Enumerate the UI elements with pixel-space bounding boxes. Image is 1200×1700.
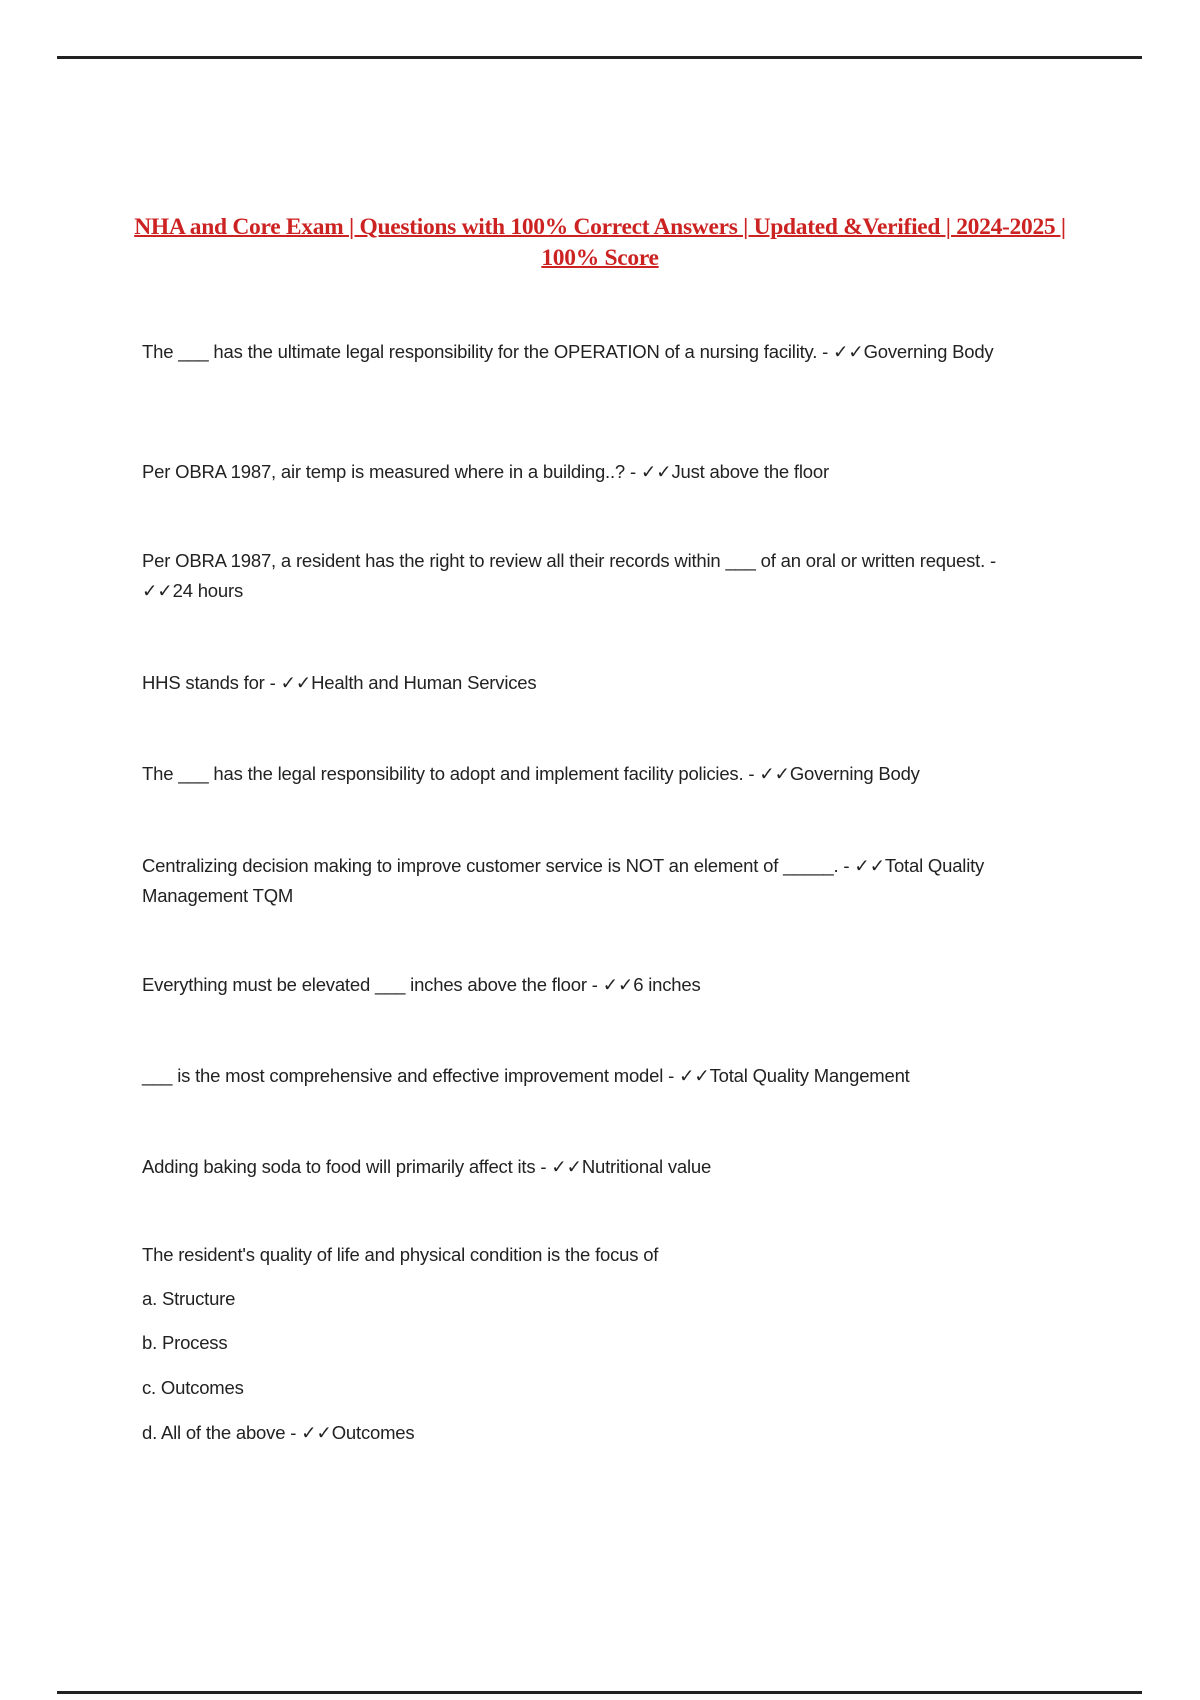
question-item: Everything must be elevated ___ inches above the floor - ✓✓6 inches	[142, 974, 701, 995]
question-item: Centralizing decision making to improve customer service is NOT an element of _____. - ✓✓Total Quality Management TQM	[142, 855, 985, 906]
question-item: The ___ has the ultimate legal responsibility for the OPERATION of a nursing facility. - ✓✓Governing Body	[142, 341, 994, 362]
top-rule	[57, 56, 1142, 59]
question-item: The ___ has the legal responsibility to adopt and implement facility policies. - ✓✓Governing Body	[142, 763, 920, 784]
question-item: HHS stands for - ✓✓Health and Human Services	[142, 672, 537, 693]
question-item: The resident's quality of life and physical condition is the focus of	[142, 1244, 659, 1265]
question-item: Per OBRA 1987, a resident has the right to review all their records within ___ of an oral or written request. - ✓✓24 hours	[142, 550, 996, 601]
question-item: Per OBRA 1987, air temp is measured where in a building..? - ✓✓Just above the floor	[142, 461, 829, 482]
answer-option: d. All of the above - ✓✓Outcomes	[142, 1422, 415, 1443]
bottom-rule	[57, 1691, 1142, 1694]
answer-option: a. Structure	[142, 1288, 236, 1309]
question-item: Adding baking soda to food will primarily affect its - ✓✓Nutritional value	[142, 1156, 712, 1177]
answer-option: b. Process	[142, 1332, 228, 1353]
document-title: NHA and Core Exam | Questions with 100% Correct Answers | Updated &Verified | 2024-2025 | 100% Score	[134, 214, 1066, 271]
answer-option: c. Outcomes	[142, 1377, 244, 1398]
question-item: ___ is the most comprehensive and effective improvement model - ✓✓Total Quality Mangement	[142, 1065, 910, 1086]
